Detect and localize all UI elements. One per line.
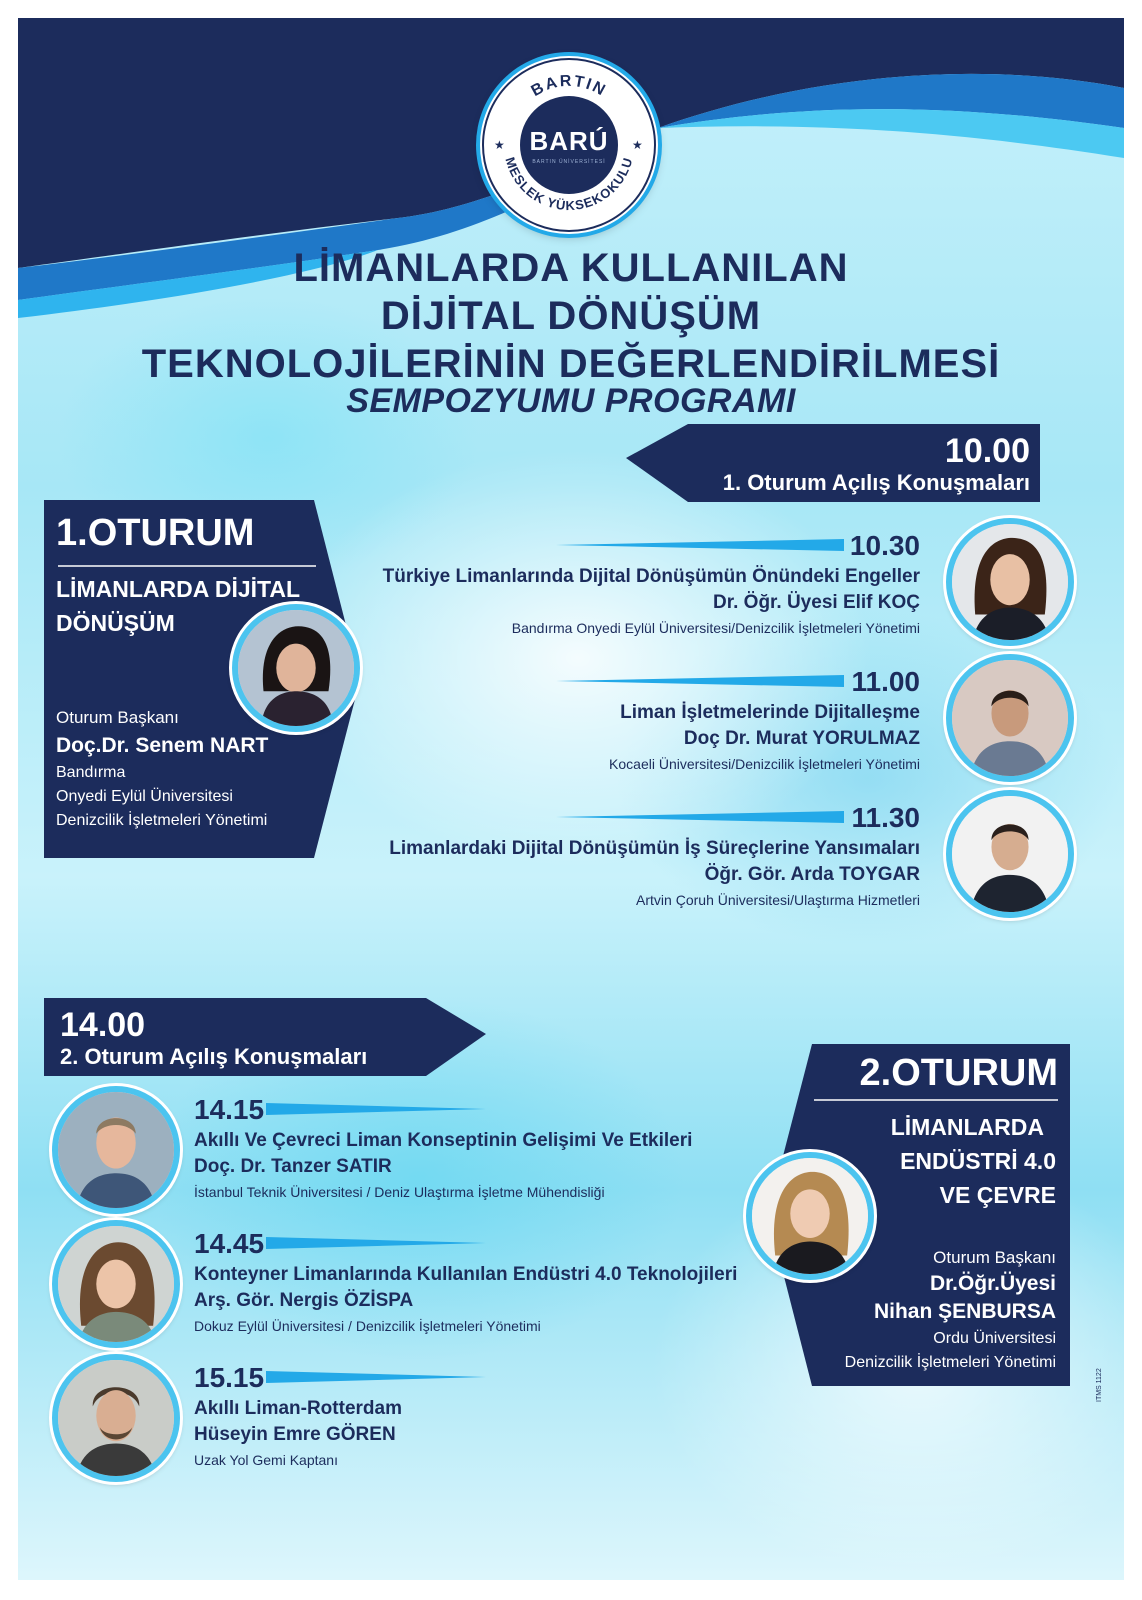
- talk-title: Limanlardaki Dijital Dönüşümün İş Süreçlerine Yansımaları: [389, 838, 920, 859]
- talk-time: 11.00: [851, 666, 920, 697]
- session2-heading: 2.OTURUM: [859, 1052, 1058, 1094]
- session2-topic-line-3: VE ÇEVRE: [939, 1182, 1056, 1208]
- speaker-photo: [946, 518, 1074, 646]
- time-bar: [266, 1237, 486, 1249]
- session1-chair-label: Oturum Başkanı: [56, 708, 179, 727]
- print-code: ITMS 1122: [1096, 1368, 1103, 1402]
- time-bar: [266, 1103, 486, 1115]
- talk-title: Akıllı Ve Çevreci Liman Konseptinin Gelişimi Ve Etkileri: [194, 1130, 693, 1151]
- logo-subtext: BARTIN ÜNİVERSİTESİ: [532, 158, 606, 165]
- session1-opening-time: 10.00: [944, 432, 1030, 470]
- title-line-4: SEMPOZYUMU PROGRAMI: [346, 382, 796, 420]
- session2-topic-line-1: LİMANLARDA: [890, 1114, 1044, 1140]
- time-bar: [266, 1371, 486, 1383]
- title-line-3: TEKNOLOJİLERİNİN DEĞERLENDİRİLMESİ: [141, 342, 1001, 386]
- time-bar: [556, 675, 844, 687]
- session1-topic-line-1: LİMANLARDA DİJİTAL: [56, 576, 301, 602]
- session1-chair-affiliation-3: Denizcilik İşletmeleri Yönetimi: [56, 812, 268, 829]
- session1-chair-affiliation-2: Onyedi Eylül Üniversitesi: [56, 788, 233, 805]
- talk-time: 14.15: [194, 1094, 265, 1125]
- logo-top-arc: BARTIN: [528, 72, 610, 100]
- speaker-photo: [946, 654, 1074, 782]
- session2-opening-time: 14.00: [60, 1006, 146, 1044]
- talk-time: 10.30: [849, 530, 920, 561]
- session1-chair-affiliation-1: Bandırma: [56, 764, 126, 781]
- talk-affiliation: Artvin Çoruh Üniversitesi/Ulaştırma Hizmetleri: [636, 892, 920, 908]
- title-line-1: LİMANLARDA KULLANILAN: [293, 246, 849, 290]
- title-line-2: DİJİTAL DÖNÜŞÜM: [380, 294, 762, 338]
- talk-speaker: Doç Dr. Murat YORULMAZ: [683, 728, 920, 749]
- session2-chair-name: Nihan ŞENBURSA: [873, 1300, 1056, 1323]
- speaker-photo: [52, 1354, 180, 1482]
- session2-chair-affiliation-2: Denizcilik İşletmeleri Yönetimi: [844, 1354, 1056, 1371]
- session1-opening-label: 1. Oturum Açılış Konuşmaları: [722, 470, 1030, 495]
- talk-title: Akıllı Liman-Rotterdam: [194, 1398, 402, 1419]
- session1-chair-name: Doç.Dr. Senem NART: [56, 734, 269, 757]
- session2-opening-label: 2. Oturum Açılış Konuşmaları: [60, 1044, 368, 1069]
- talk-speaker: Arş. Gör. Nergis ÖZİSPA: [194, 1290, 414, 1311]
- session2-chair-affiliation-1: Ordu Üniversitesi: [933, 1330, 1056, 1347]
- talk-speaker: Öğr. Gör. Arda TOYGAR: [704, 864, 920, 885]
- poster: [18, 18, 1124, 1580]
- talk-time: 11.30: [851, 802, 920, 833]
- talk-time: 15.15: [194, 1362, 265, 1393]
- star-icon: ★: [494, 138, 505, 152]
- talk-title: Liman İşletmelerinde Dijitalleşme: [620, 702, 920, 723]
- baru-logo: [480, 56, 658, 234]
- talk-title: Konteyner Limanlarında Kullanılan Endüstri 4.0 Teknolojileri: [194, 1264, 738, 1285]
- talk-speaker: Dr. Öğr. Üyesi Elif KOÇ: [713, 592, 920, 613]
- session1-topic-line-2: DÖNÜŞÜM: [56, 610, 175, 636]
- time-bar: [556, 539, 844, 551]
- session1-heading: 1.OTURUM: [56, 512, 255, 554]
- talk-affiliation: Uzak Yol Gemi Kaptanı: [194, 1452, 338, 1468]
- talk-speaker: Doç. Dr. Tanzer SATIR: [194, 1156, 392, 1177]
- session2-chair-title: Dr.Öğr.Üyesi: [929, 1272, 1056, 1295]
- session2-chair-photo: [746, 1152, 874, 1280]
- logo-badge: [520, 96, 618, 194]
- logo-bottom-arc: MESLEK YÜKSEKOKULU: [502, 155, 636, 214]
- speaker-photo: [52, 1220, 180, 1348]
- talk-title: Türkiye Limanlarında Dijital Dönüşümün Önündeki Engeller: [382, 566, 920, 587]
- session2-topic-line-2: ENDÜSTRİ 4.0: [900, 1148, 1056, 1174]
- speaker-photo: [52, 1086, 180, 1214]
- talk-affiliation: Bandırma Onyedi Eylül Üniversitesi/Denizcilik İşletmeleri Yönetimi: [511, 620, 920, 636]
- talk-affiliation: İstanbul Teknik Üniversitesi / Deniz Ulaştırma İşletme Mühendisliği: [194, 1184, 605, 1200]
- talk-time: 14.45: [194, 1228, 265, 1259]
- logo-brand: BARÚ: [529, 125, 609, 156]
- session2-chair-label: Oturum Başkanı: [933, 1248, 1056, 1267]
- talk-speaker: Hüseyin Emre GÖREN: [194, 1424, 396, 1445]
- talk-affiliation: Dokuz Eylül Üniversitesi / Denizcilik İşletmeleri Yönetimi: [194, 1318, 541, 1334]
- talk-affiliation: Kocaeli Üniversitesi/Denizcilik İşletmeleri Yönetimi: [609, 756, 920, 772]
- speaker-photo: [946, 790, 1074, 918]
- star-icon: ★: [632, 138, 643, 152]
- time-bar: [556, 811, 844, 823]
